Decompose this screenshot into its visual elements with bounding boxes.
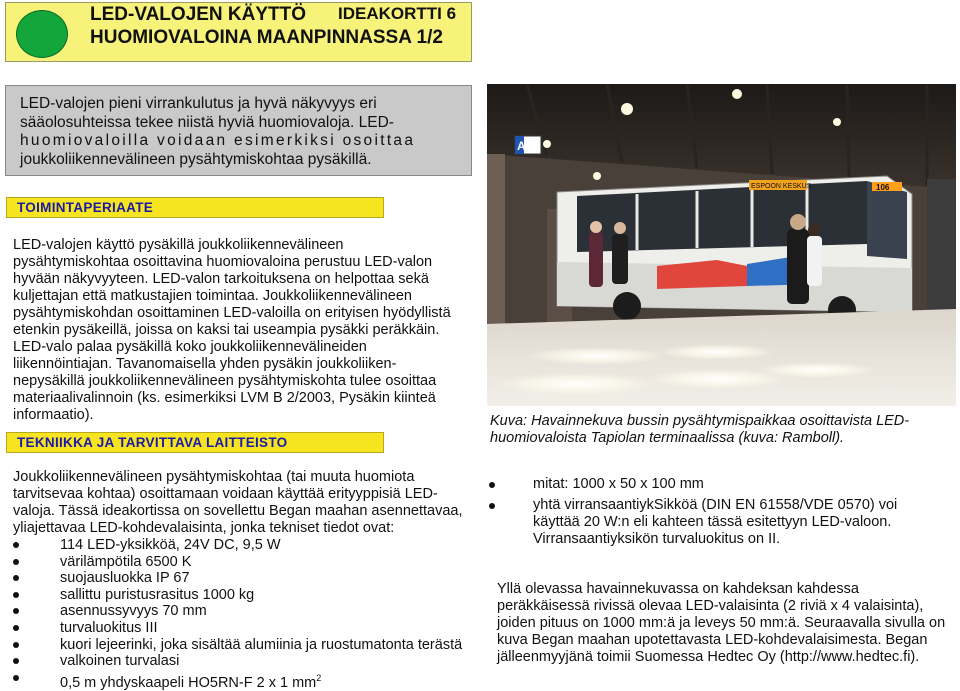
stop-sign-letter: A [517,139,526,153]
spec-text: sallittu puristusrasitus 1000 kg [60,586,255,603]
summary-line: LED-valojen pieni virrankulutus ja hyvä näkyvyys eri [20,95,377,112]
spec-text: kuori lejeerinki, joka sisältää alumiinia ja ruostumatonta terästä [60,636,463,653]
spec-text: valkoinen turvalasi [60,653,180,670]
spec-item [13,570,462,587]
summary-line: huomiovaloilla voidaan esimerkiksi osoittaa [20,132,416,149]
spec-text: asennussyvyys 70 mm [60,603,207,620]
bus-windshield [867,181,907,259]
bus-number-text: 106 [876,183,890,192]
spec-item [13,603,462,620]
spec-item [13,620,462,637]
text-line: hyvään näkyvyyteen. LED-valon tarkoituksena on helpottaa sekä [13,271,429,287]
text-line: peräkkäisessä rivissä olevaa LED-valaisinta (2 riviä x 4 valaisinta), [497,598,924,614]
spec-item [13,587,462,604]
spec-item [13,537,462,554]
caption-line: huomiovaloista Tapiolan terminaalissa (kuva: Ramboll). [490,430,845,446]
text-line: liikennöintiajan. Tavanomaisella yhden pysäkin joukkoliiken- [13,356,397,372]
card-label: IDEAKORTTI 6 [338,4,457,23]
spec-text: yhtä virransaantiykSikköä (DIN EN 61558/VDE 0570) voi [533,497,898,513]
text-line: valoja. Tässä ideakortissa on sovellettu Began maahan asennettavaa, [13,503,463,519]
title-line-2: HUOMIOVALOINA MAANPINNASSA 1/2 [90,27,443,48]
text-line: tarvitsevaa kohtaa) osoittamaan voidaan käyttää erityyppisiä LED- [13,486,438,502]
text-line: joiden pituus on 1000 mm:ä ja leveys 50 mm:ä. Seuraavalla sivulla on [497,615,946,631]
bullet-icon [489,482,495,488]
text-line: pysähtymiskohtaa osoittavina huomiovaloina perustuu LED-valon [13,254,433,270]
bullet-icon [13,575,19,581]
spec-text: suojausluokka IP 67 [60,570,190,587]
bullet-icon [13,592,19,598]
technology-heading: TEKNIIKKA JA TARVITTAVA LAITTEISTO [6,432,384,453]
right-paragraph [497,581,945,666]
bullet-icon [13,608,19,614]
spec-item [13,653,462,670]
bus-stop-illustration [487,84,956,406]
summary-line: joukkoliikennevälineen pysähtymiskohtaa pysäkillä. [20,150,372,168]
summary-line: sääolosuhteissa tekee niistä hyviä huomiovaloja. LED- [20,113,394,131]
green-status-dot [16,10,68,58]
spec-item [13,554,462,571]
bullet-icon [13,642,19,648]
spec-list [13,537,462,691]
bullet-icon [13,675,19,681]
bus-wheel [613,292,641,320]
bullet-icon [13,658,19,664]
bus [557,176,912,324]
text-line: kuva Began maahan upotettavasta LED-kohdevalaisimesta. Began [497,632,928,648]
text-line: materiaalivalinnoin (ks. esimerkiksi LVM B 2/2003, Pysäkin kiinteä [13,390,436,406]
bus-stop-photo [487,84,956,406]
spec-text: turvaluokitus III [60,619,158,636]
pillar [487,154,505,344]
bullet-icon [13,542,19,548]
spec-text: 114 LED-yksikköä, 24V DC, 9,5 W [60,537,281,553]
text-line: LED-valojen käyttö pysäkillä joukkoliikennevälineen [13,237,344,253]
operation-text [13,237,451,424]
text-line: LED-valo palaa pysäkillä koko joukkoliikennevälineiden [13,339,367,355]
bus-destination-text: ESPOON KESKUS [751,183,812,190]
superscript: 2 [316,672,322,683]
text-line: nepysäkillä joukkoliikennevälineen pysähtymiskohta tulee osoittaa [13,373,437,389]
operation-heading: TOIMINTAPERIAATE [6,197,384,218]
summary-box [5,85,472,176]
spec-text: mitat: 1000 x 50 x 100 mm [533,476,704,492]
spec-item [13,637,462,654]
spec-text: Virransaantiyksikön turvaluokitus on II. [533,531,781,547]
photo-caption [490,413,909,447]
text-line: kuljettajan että matkustajien toimintaa. Joukkoliikennevälineen [13,288,412,304]
title-line-1: LED-VALOJEN KÄYTTÖ [90,4,307,25]
text-line: etenkin pysäkeillä, joissa on kaksi tai useampia pysäkki peräkkäin. [13,322,440,338]
bullet-icon [13,625,19,631]
right-spec-list [489,476,897,548]
technology-text [13,469,463,537]
spec-text: käyttää 20 W:n eli kahteen tässä esitettyyn LED-valoon. [533,514,892,530]
bullet-icon [489,503,495,509]
caption-line: Kuva: Havainnekuva bussin pysähtymispaikkaa osoittavista LED- [490,413,910,429]
text-line: yliajettavaa LED-kohdevalaisinta, jonka tekniset tiedot ovat: [13,520,395,536]
spec-text: 0,5 m yhdyskaapeli HO5RN-F 2 x 1 mm [60,674,317,691]
text-line: pysähtymiskohdan osoittaminen LED-valoilla on erityisen hyödyllistä [13,305,451,321]
spec-item [489,476,897,493]
text-line: Yllä olevassa havainnekuvassa on kahdeksan kahdessa [497,581,859,597]
text-line: jälleenmyyjänä toimii Suomessa Hedtec Oy (http://www.hedtec.fi). [497,649,920,665]
bullet-icon [13,559,19,565]
text-line: informaatio). [13,407,94,423]
spec-text: värilämpötila 6500 K [60,553,192,570]
spec-item [489,497,897,548]
text-line: Joukkoliikennevälineen pysähtymiskohtaa (tai muuta huomiota [13,469,415,485]
